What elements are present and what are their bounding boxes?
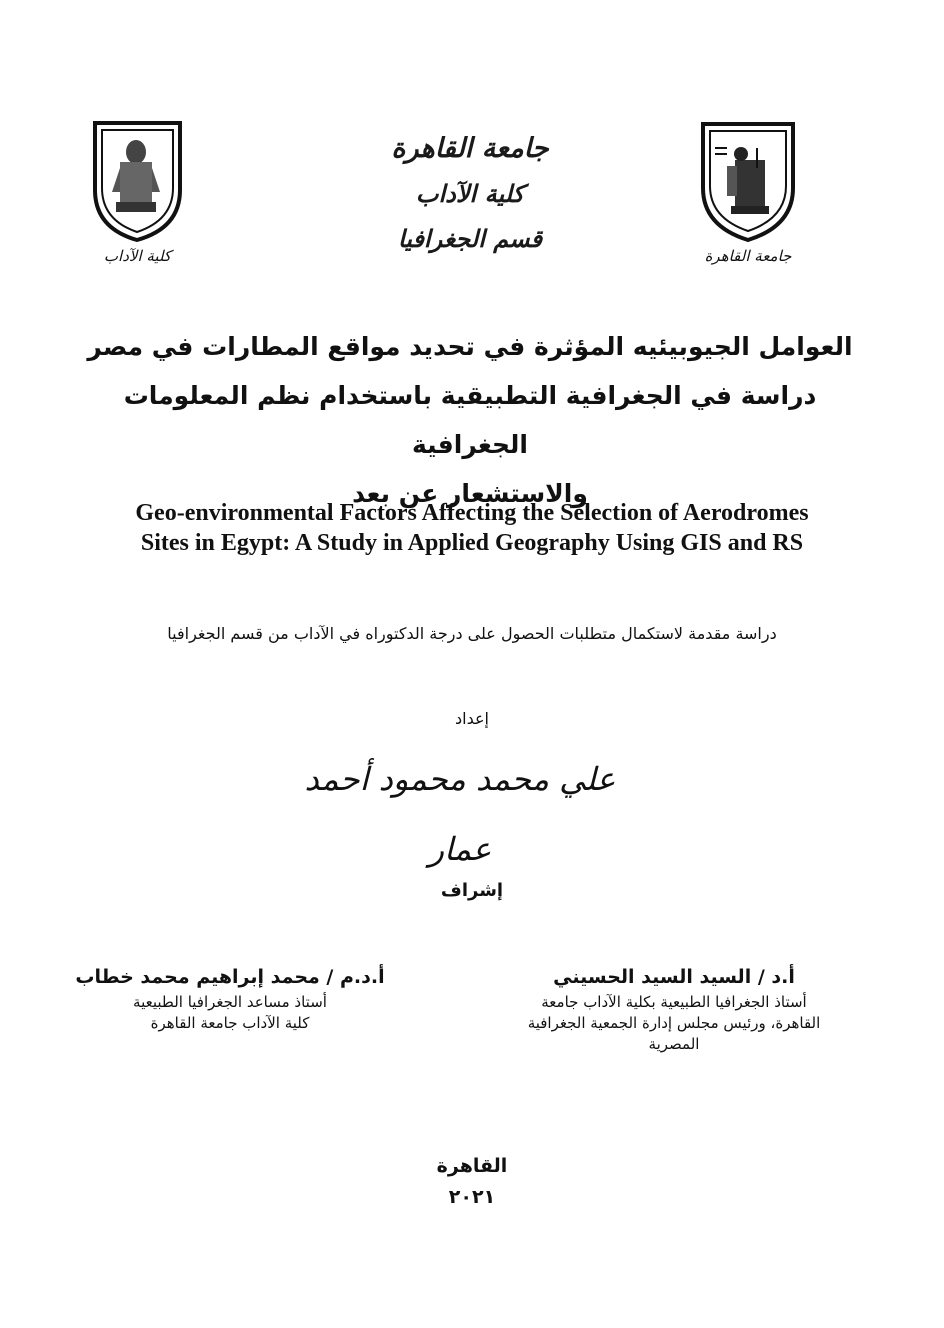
place-and-year <box>372 1150 572 1212</box>
faculty-name: كلية الآداب <box>415 179 525 208</box>
title-en-line-1: Geo-environmental Factors Affecting the Selection of Aerodromes <box>135 500 809 526</box>
prepared-by-label: إعداد <box>455 709 489 728</box>
faculty-of-arts-logo <box>90 118 185 263</box>
supervisor-1-title-line-2: القاهرة، ورئيس مجلس إدارة الجمعية الجغرافية <box>527 1014 821 1032</box>
supervisor-1-name: أ.د / السيد السيد الحسيني <box>553 966 795 988</box>
institution-header <box>350 126 590 261</box>
supervisor-2-title-line-1: أستاذ مساعد الجغرافيا الطبيعية <box>133 993 327 1011</box>
faculty-shield-icon <box>90 118 185 243</box>
supervision-label: إشراف <box>440 880 504 901</box>
author-signature <box>300 744 620 868</box>
supervisor-1-title-line-1: أستاذ الجغرافيا الطبيعية بكلية الآداب جامعة <box>541 993 807 1011</box>
author-name: علي محمد محمود أحمد عمار <box>304 760 616 868</box>
cairo-university-logo <box>697 118 799 268</box>
thesis-title-arabic <box>80 322 860 518</box>
title-en-line-2: Sites in Egypt: A Study in Applied Geography Using GIS and RS <box>140 530 804 556</box>
supervisor-1 <box>484 962 864 1055</box>
right-logo-caption: جامعة القاهرة <box>704 247 792 265</box>
title-ar-line-1: العوامل الجيوبيئيه المؤثرة في تحديد مواقع المطارات في مصر <box>87 332 853 361</box>
supervisor-1-title-line-3: المصرية <box>648 1035 700 1053</box>
degree-statement: دراسة مقدمة لاستكمال متطلبات الحصول على درجة الدكتوراه في الآداب من قسم الجغرافيا <box>167 624 777 643</box>
supervisor-2-title-line-2: كلية الآداب جامعة القاهرة <box>150 1014 310 1032</box>
city: القاهرة <box>436 1155 508 1177</box>
title-ar-line-3: والاستشعار عن بعد <box>352 479 588 508</box>
university-name: جامعة القاهرة <box>391 133 549 164</box>
supervisor-2-name: أ.د.م / محمد إبراهيم محمد خطاب <box>75 966 385 988</box>
thesis-title-english <box>60 498 884 558</box>
university-shield-icon <box>697 118 799 243</box>
year: ٢٠٢١ <box>448 1186 496 1208</box>
left-logo-caption: كلية الآداب <box>103 247 172 265</box>
title-ar-line-2: دراسة في الجغرافية التطبيقية باستخدام نظم المعلومات الجغرافية <box>123 381 817 459</box>
department-name: قسم الجغرافيا <box>397 224 543 253</box>
supervisor-2 <box>60 962 400 1034</box>
